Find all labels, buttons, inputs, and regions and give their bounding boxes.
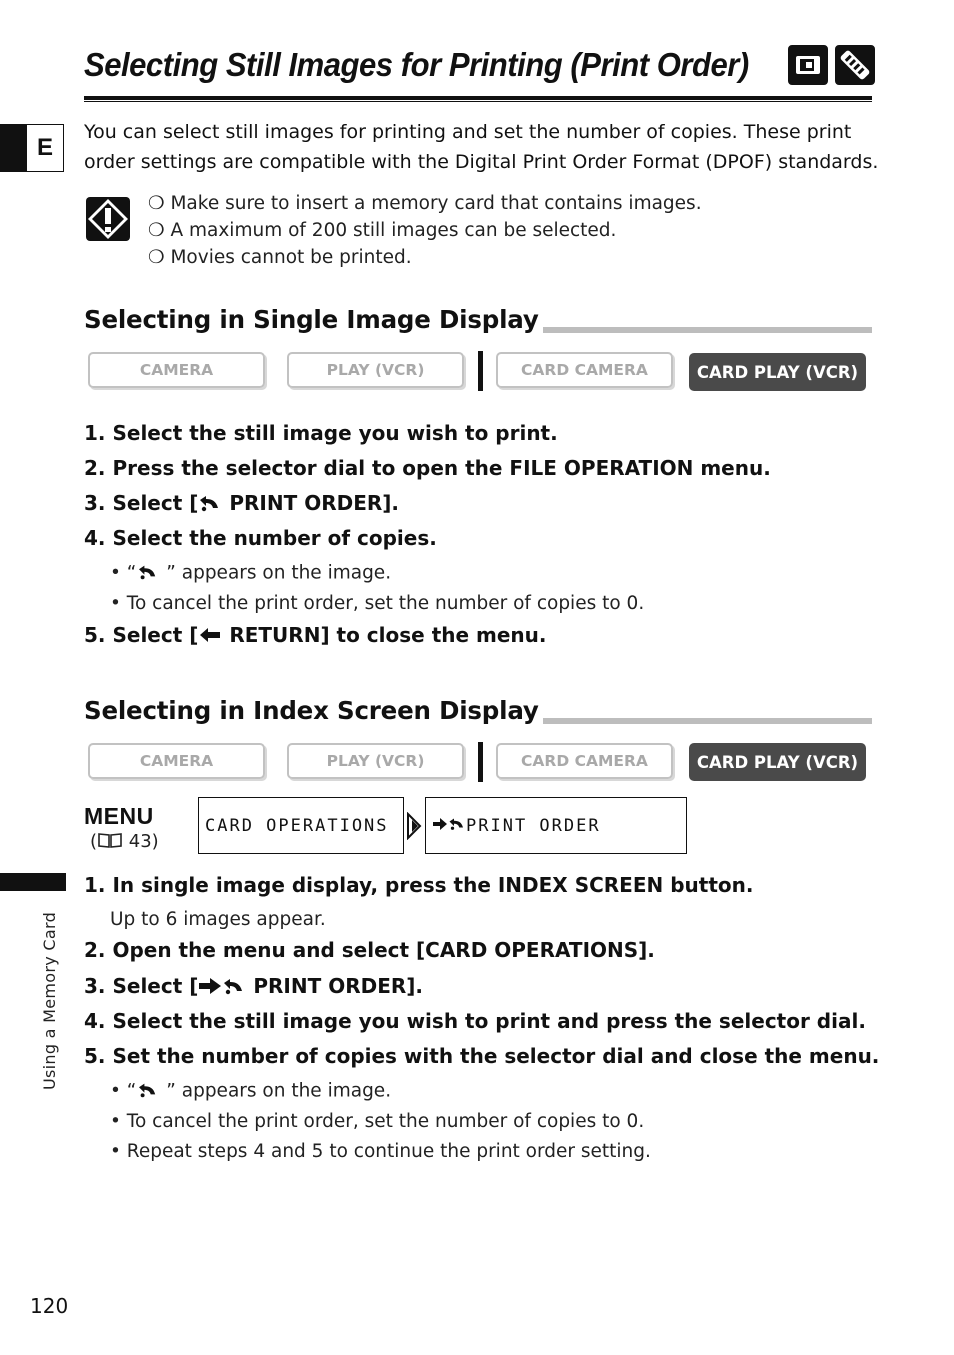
mode-camera: CAMERA <box>88 743 265 779</box>
bullet-item: • Repeat steps 4 and 5 to continue the print order setting. <box>110 1141 651 1162</box>
print-order-icon <box>136 562 160 585</box>
language-tab-bar <box>0 124 26 172</box>
menu-ref-prefix: ( <box>90 831 98 852</box>
step-4: 4. Select the still image you wish to print and press the selector dial. <box>84 1009 866 1033</box>
step-3 <box>84 974 423 1000</box>
menu-print-order-label: PRINT ORDER <box>466 815 601 836</box>
bullet-prefix: • “ <box>110 1080 137 1102</box>
side-tab-bar <box>0 873 66 891</box>
language-tab: E <box>26 124 64 172</box>
menu-print-order <box>425 797 687 854</box>
remote-control-icon <box>835 45 875 85</box>
return-arrow-icon <box>198 625 222 649</box>
submenu-arrow-icon <box>198 976 222 1000</box>
step-2: 2. Press the selector dial to open the FILE OPERATION menu. <box>84 456 771 480</box>
step-1: 1. In single image display, press the INDEX SCREEN button. <box>84 873 754 897</box>
step-1-note: Up to 6 images appear. <box>110 909 326 930</box>
mode-card-play-vcr-active: CARD PLAY (VCR) <box>689 353 866 391</box>
bullet-prefix: • “ <box>110 562 137 584</box>
step-5: 5. Set the number of copies with the selector dial and close the menu. <box>84 1044 880 1068</box>
section-title-single: Selecting in Single Image Display <box>84 305 543 334</box>
menu-ref-page: 43) <box>123 831 159 852</box>
section-title-index: Selecting in Index Screen Display <box>84 696 543 725</box>
print-order-icon <box>198 492 222 517</box>
menu-next-arrow-icon <box>406 812 424 844</box>
note-item: ❍ A maximum of 200 still images can be selected. <box>148 220 617 241</box>
page-number: 120 <box>30 1294 69 1318</box>
caution-icon <box>85 196 131 242</box>
mode-separator <box>478 742 483 782</box>
mode-play-vcr: PLAY (VCR) <box>287 352 464 388</box>
menu-label: MENU <box>84 803 154 829</box>
page-title: Selecting Still Images for Printing (Print Order) <box>84 46 749 83</box>
bullet-item: • To cancel the print order, set the number of copies to 0. <box>110 1111 645 1132</box>
intro-paragraph: You can select still images for printing and set the number of copies. These print order settings are compatible with the Digital Print Order Format (DPOF) standards. <box>84 121 879 173</box>
mode-card-camera: CARD CAMERA <box>496 743 673 779</box>
bullet-suffix: ” appears on the image. <box>160 1080 392 1102</box>
note-item: ❍ Make sure to insert a memory card that contains images. <box>148 193 702 214</box>
step-5-prefix: 5. Select [ <box>84 623 199 647</box>
mode-card-play-vcr-active: CARD PLAY (VCR) <box>689 743 866 781</box>
note-item: ❍ Movies cannot be printed. <box>148 247 412 268</box>
mode-card-camera: CARD CAMERA <box>496 352 673 388</box>
step-5-suffix: RETURN] to close the menu. <box>222 623 547 647</box>
mode-camera: CAMERA <box>88 352 265 388</box>
submenu-arrow-icon <box>432 816 448 836</box>
step-3 <box>84 491 399 517</box>
bullet-item <box>110 562 391 585</box>
step-4: 4. Select the number of copies. <box>84 526 437 550</box>
bullet-item: • To cancel the print order, set the number of copies to 0. <box>110 593 645 614</box>
title-rule <box>84 96 872 100</box>
mode-play-vcr: PLAY (VCR) <box>287 743 464 779</box>
bullet-suffix: ” appears on the image. <box>160 562 392 584</box>
book-icon <box>97 832 123 853</box>
mode-separator <box>478 351 483 391</box>
caution-notes <box>148 190 702 271</box>
chapter-side-label: Using a Memory Card <box>40 911 59 1090</box>
step-1: 1. Select the still image you wish to print. <box>84 421 558 445</box>
step-5 <box>84 623 547 649</box>
step-3-suffix: PRINT ORDER]. <box>222 491 400 515</box>
step-3-prefix: 3. Select [ <box>84 491 199 515</box>
step-3-suffix: PRINT ORDER]. <box>246 974 424 998</box>
print-order-icon <box>136 1080 160 1103</box>
print-order-icon <box>448 815 466 836</box>
step-2: 2. Open the menu and select [CARD OPERATIONS]. <box>84 938 655 962</box>
title-rule-thin <box>84 101 872 102</box>
bullet-item <box>110 1080 391 1103</box>
print-order-icon <box>222 975 246 1000</box>
card-playback-icon <box>788 45 828 85</box>
step-3-prefix: 3. Select [ <box>84 974 199 998</box>
menu-page-reference <box>90 831 159 853</box>
menu-card-operations: CARD OPERATIONS <box>198 797 404 854</box>
